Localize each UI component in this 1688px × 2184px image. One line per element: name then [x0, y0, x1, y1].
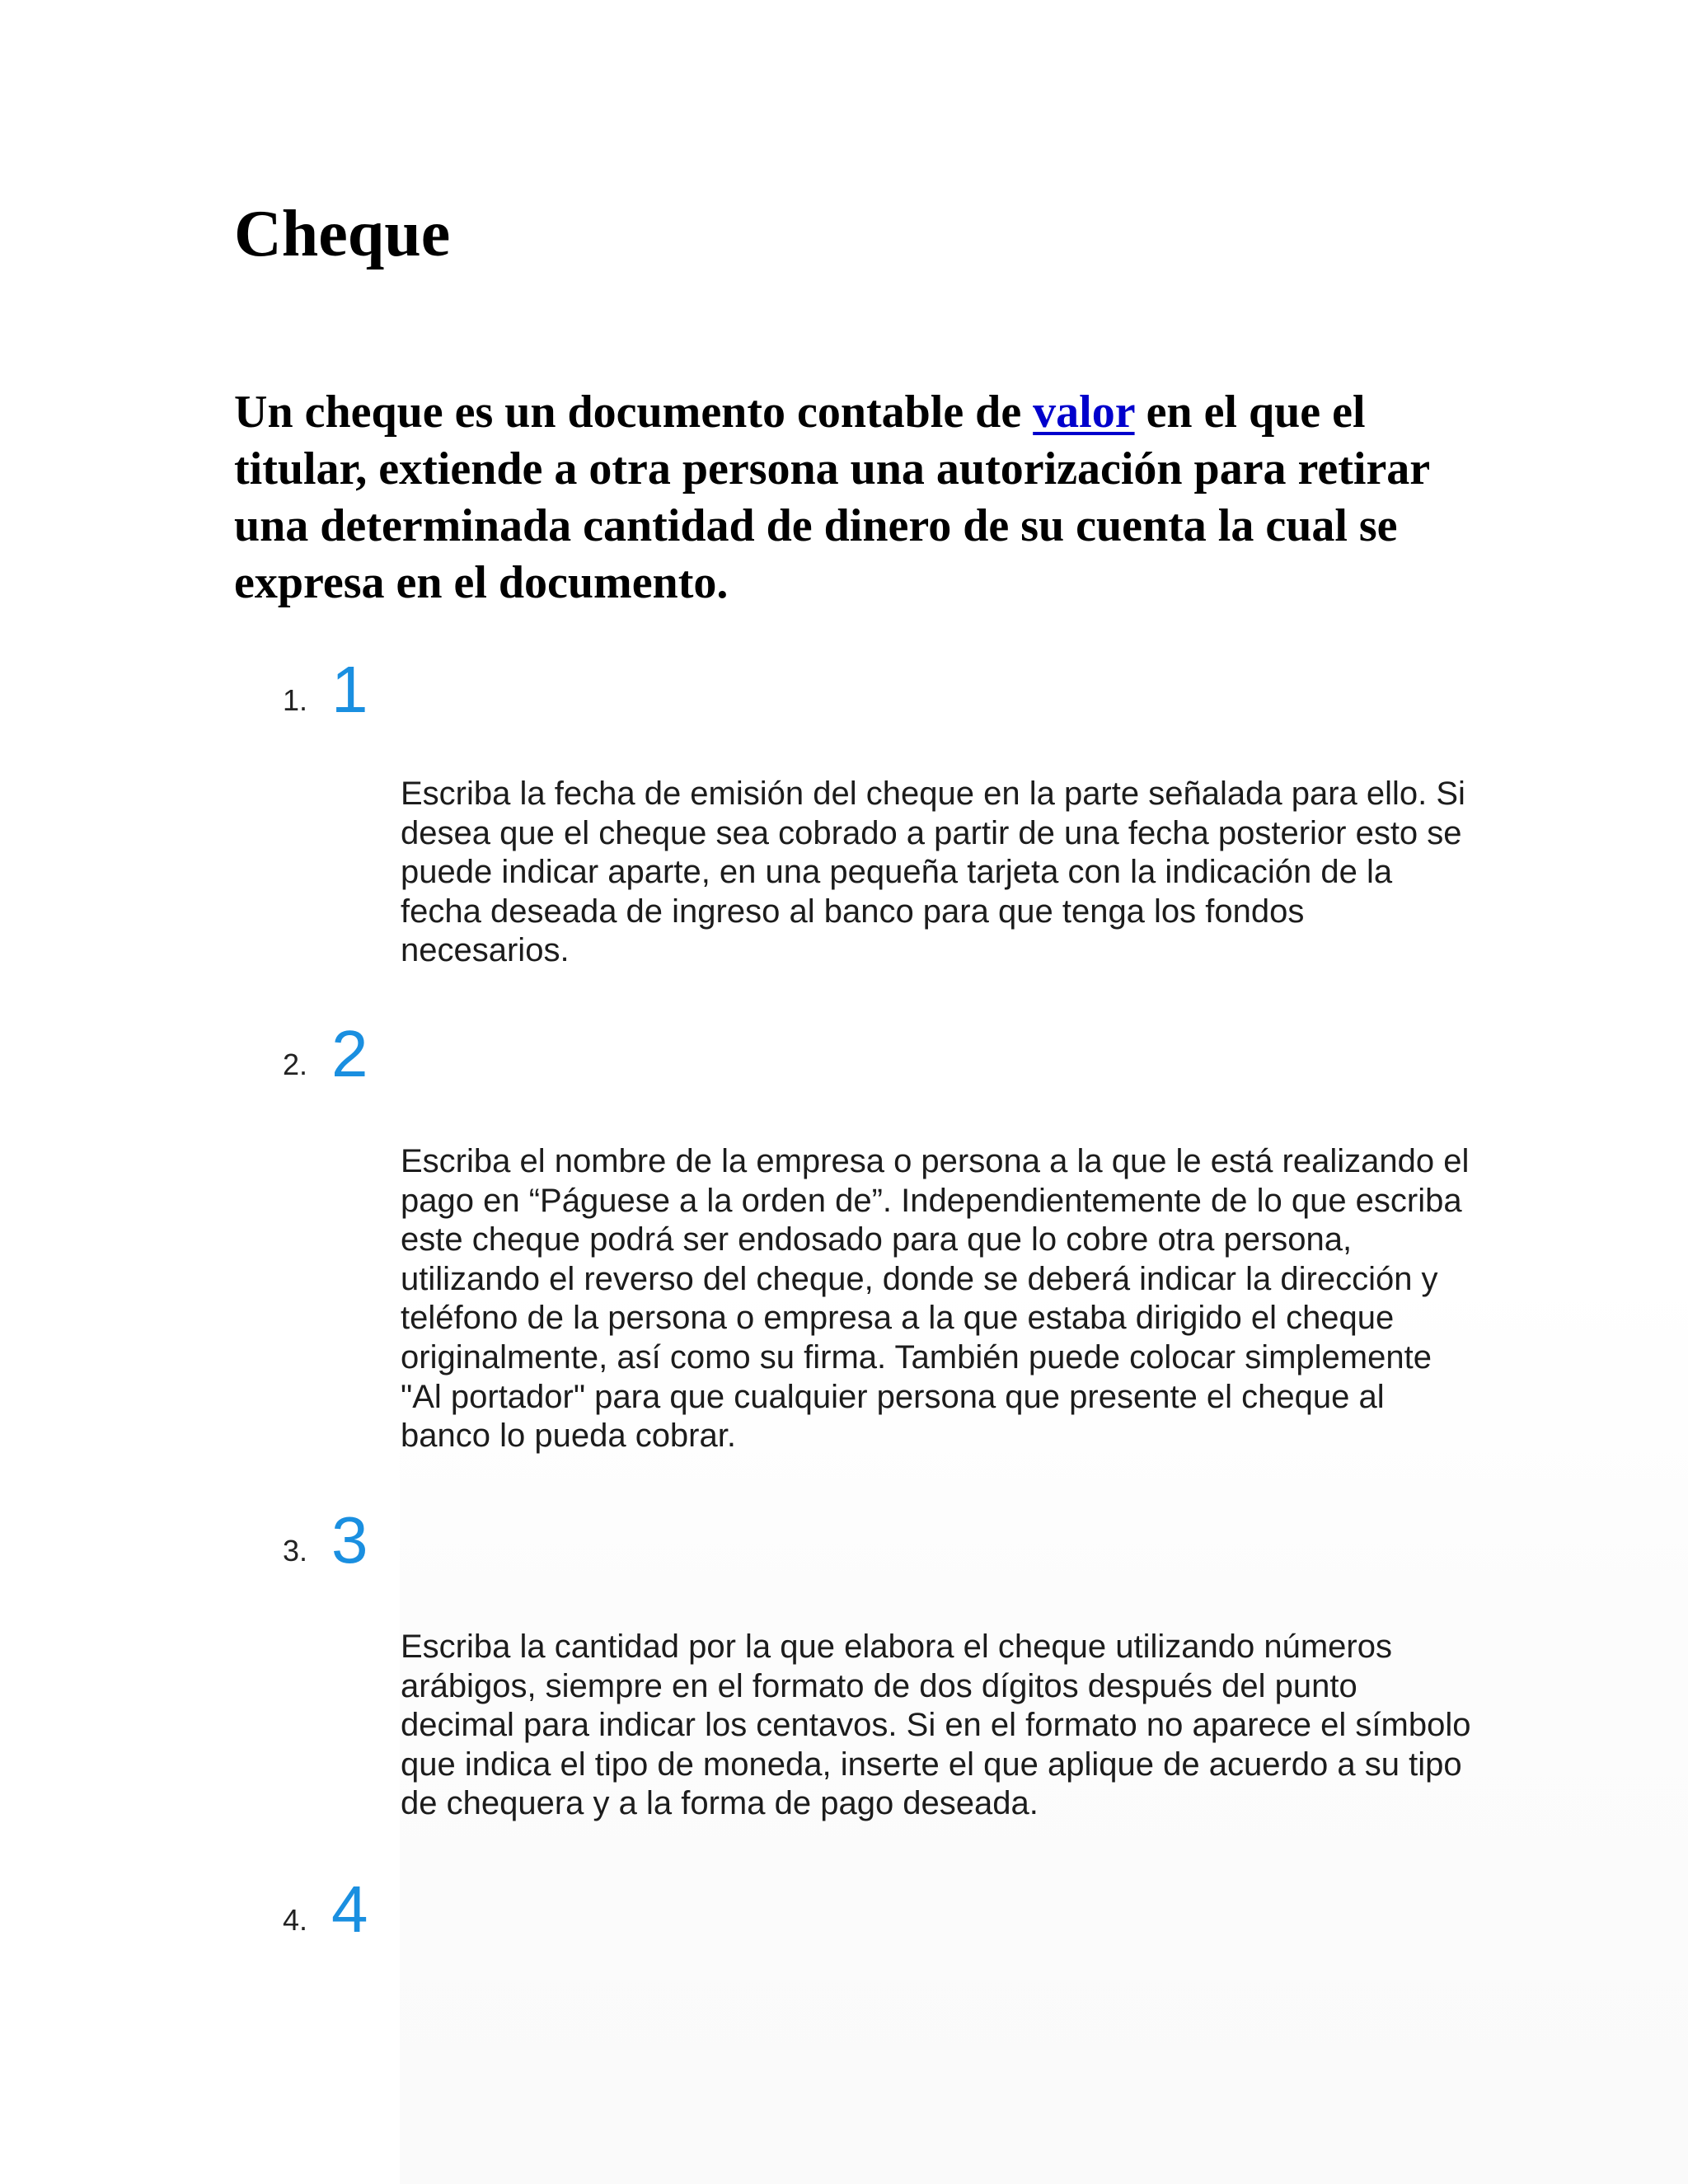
intro-text-start: Un cheque es un documento contable de — [234, 387, 1034, 438]
step-3-number: 3 — [331, 1503, 368, 1577]
intro-text-end: en el que el titular, extiende a otra persona una autorización para retirar una determinada cantidad de dinero de su cuenta la cual se expresa en el documento. — [234, 387, 1430, 608]
step-3-text: Escriba la cantidad por la que elabora el cheque utilizando números arábigos, siempre en el formato de dos dígitos después del punto decimal para indicar los centavos. Si en el formato no aparece el símbolo que indica el tipo de moneda, inserte el que aplique de acuerdo a su tipo de chequera y a la forma de pago deseada. — [401, 1629, 1471, 1822]
step-2-text: Escriba el nombre de la empresa o persona a la que le está realizando el pago en “Páguese a la orden de”. Independientemente de lo que escriba este cheque podrá ser endosado para que lo cobre otra persona, utilizando el reverso del cheque, donde se deberá indicar la dirección y teléfono de la persona o empresa a la que estaba dirigido el cheque originalmente, así como su firma. También puede colocar simplemente "Al portador" para que cualquier persona que presente el cheque al banco lo pueda cobrar. — [401, 1143, 1470, 1455]
step-4-number: 4 — [331, 1872, 368, 1946]
valor-link[interactable]: valor — [1033, 387, 1135, 438]
step-2-number: 2 — [331, 1017, 368, 1090]
step-4-marker: 4. — [283, 1903, 308, 1937]
step-3-marker: 3. — [283, 1534, 308, 1568]
step-1-marker: 1. — [283, 683, 308, 717]
step-1-text: Escriba la fecha de emisión del cheque en la parte señalada para ello. Si desea que el cheque sea cobrado a partir de una fecha posterior esto se puede indicar aparte, en una pequeña tarjeta con la indicación de la fecha deseada de ingreso al banco para que tenga los fondos necesarios. — [401, 776, 1465, 969]
document-title: Cheque — [234, 198, 451, 270]
step-1-number: 1 — [331, 653, 368, 726]
intro-paragraph — [234, 384, 1470, 612]
step-2-marker: 2. — [283, 1047, 308, 1081]
